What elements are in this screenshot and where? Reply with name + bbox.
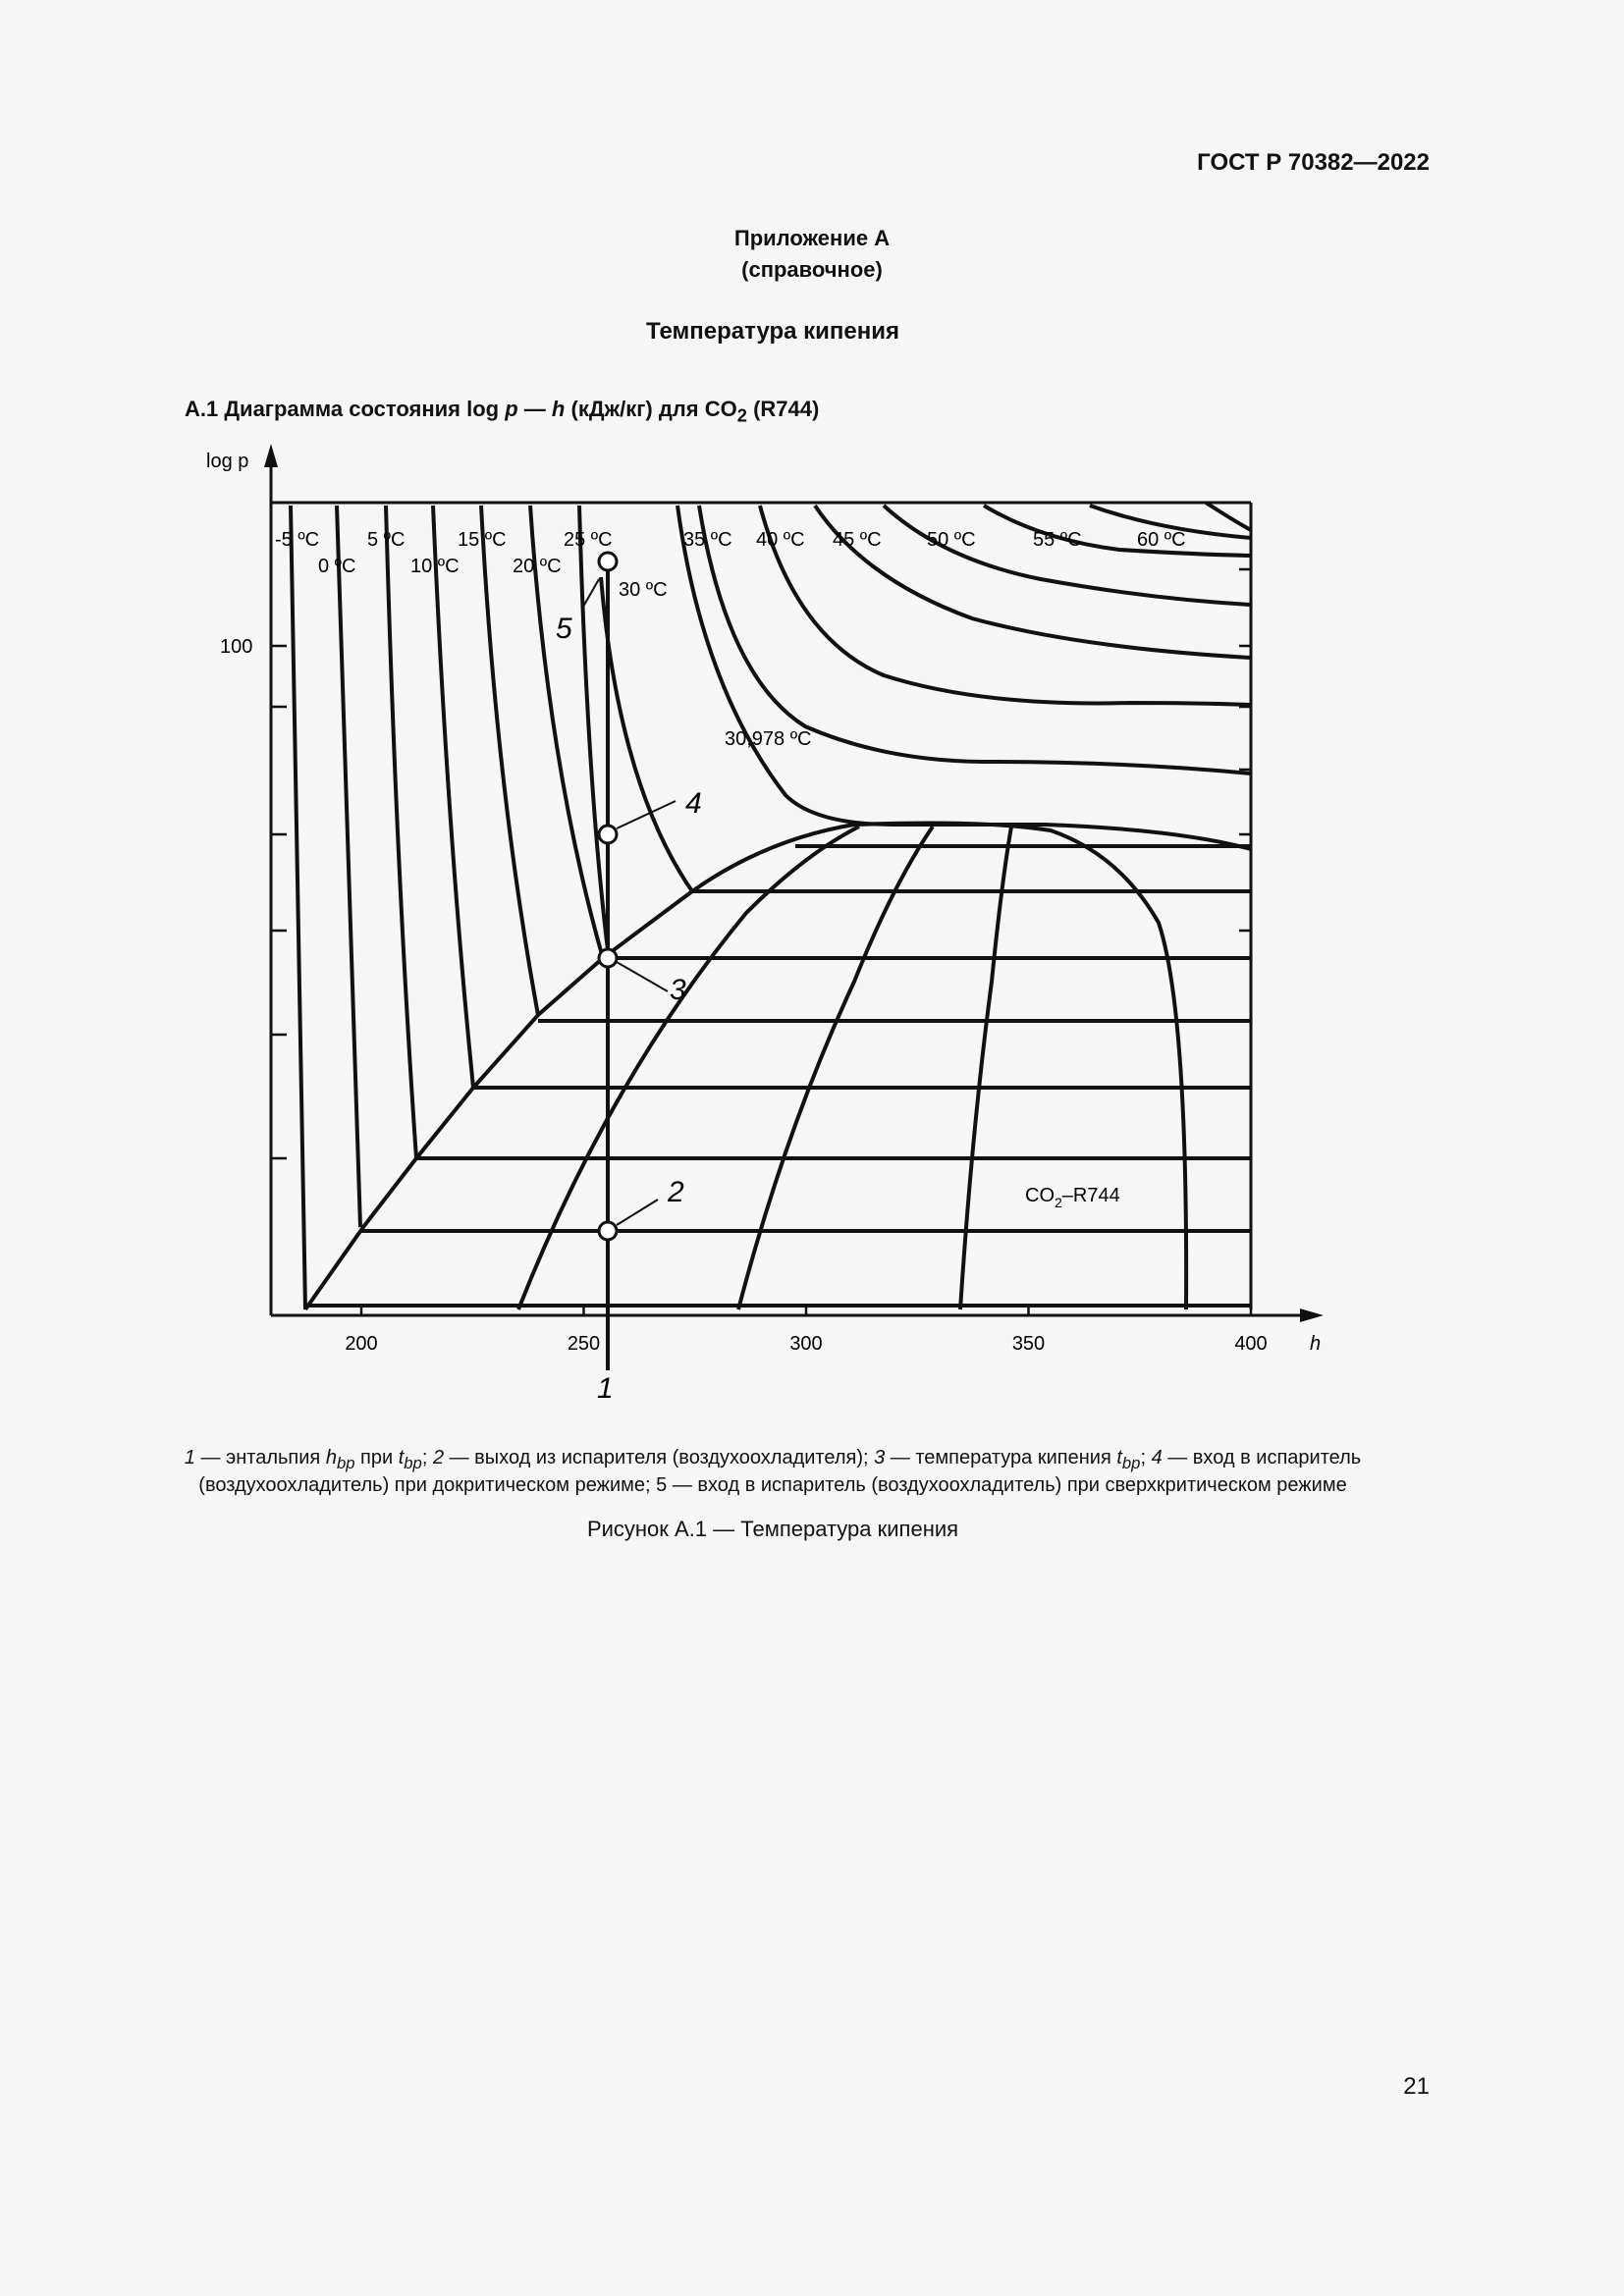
x-tick-label: 250 bbox=[567, 1333, 601, 1355]
leader-3 bbox=[617, 962, 668, 991]
substance-label bbox=[1025, 1185, 1120, 1210]
figure-heading-h: h bbox=[551, 397, 566, 421]
isotherm-label: 50 ºC bbox=[927, 529, 976, 551]
isotherm-m5 bbox=[291, 506, 305, 1309]
saturated-liquid-line bbox=[305, 825, 854, 1309]
isotherm-label: 0 ºC bbox=[318, 556, 356, 577]
figure-heading-sub: 2 bbox=[736, 404, 747, 426]
isotherm-label: 10 ºC bbox=[410, 556, 460, 577]
x-tick-label: 200 bbox=[345, 1333, 378, 1355]
isotherm-label: 35 ºC bbox=[683, 529, 732, 551]
point-5 bbox=[599, 553, 617, 570]
quality-line bbox=[518, 827, 859, 1309]
isotherm-label: 40 ºC bbox=[756, 529, 805, 551]
isotherm-30 bbox=[601, 577, 692, 891]
figure-heading-text: Диаграмма состояния log bbox=[224, 397, 500, 421]
point-4 bbox=[599, 826, 617, 843]
substance-sub: 2 bbox=[1055, 1195, 1062, 1210]
isotherm-0 bbox=[337, 506, 360, 1227]
isotherm-top bbox=[1206, 503, 1251, 530]
substance-suffix: –R744 bbox=[1061, 1185, 1120, 1206]
isotherm-10 bbox=[433, 506, 473, 1088]
quality-line bbox=[960, 827, 1011, 1309]
substance-main: CO bbox=[1025, 1185, 1055, 1206]
saturated-vapor-line bbox=[854, 823, 1186, 1309]
point-2 bbox=[599, 1222, 617, 1240]
callout-1: 1 bbox=[597, 1372, 614, 1405]
standard-code: ГОСТ Р 70382—2022 bbox=[1197, 149, 1430, 176]
x-tick-label: 350 bbox=[1011, 1333, 1046, 1355]
page-number: 21 bbox=[1403, 2073, 1430, 2100]
callout-4: 4 bbox=[685, 787, 702, 820]
leader-5 bbox=[583, 579, 599, 607]
figure-heading-p: p bbox=[505, 397, 518, 421]
annex-title: Приложение А bbox=[733, 226, 891, 250]
critical-isotherm-label: 30,978 ºC bbox=[725, 728, 812, 750]
isotherm-label: 20 ºC bbox=[513, 556, 562, 577]
isotherm-15 bbox=[481, 506, 538, 1015]
y-axis-label: log p bbox=[206, 451, 249, 472]
isotherm-label: 15 ºC bbox=[458, 529, 507, 551]
x-tick-label: 400 bbox=[1234, 1333, 1268, 1355]
isotherm-label: -5 ºC bbox=[275, 529, 320, 551]
annex-subtitle: (справочное) bbox=[741, 257, 883, 282]
callout-2: 2 bbox=[668, 1176, 684, 1208]
figure-number: А.1 bbox=[185, 397, 219, 421]
isotherm-label: 45 ºC bbox=[833, 529, 882, 551]
x-axis-label: h bbox=[1310, 1333, 1322, 1355]
x-axis-arrow bbox=[1300, 1308, 1324, 1322]
isotherm-label: 5 ºC bbox=[367, 529, 406, 551]
isotherm-label: 25 ºC bbox=[564, 529, 613, 551]
legend-line-2: (воздухоохладитель) при докритическом режиме; 5 — вход в испаритель (воздухоохладитель) при сверхкритическом режиме bbox=[198, 1474, 1347, 1496]
callout-5: 5 bbox=[556, 613, 572, 645]
callout-3: 3 bbox=[670, 974, 686, 1006]
x-tick-label: 300 bbox=[789, 1333, 823, 1355]
isotherm-label: 55 ºC bbox=[1033, 529, 1082, 551]
figure-heading-suffix: (R744) bbox=[753, 397, 820, 421]
isotherm-label: 60 ºC bbox=[1137, 529, 1186, 551]
point-3 bbox=[599, 949, 617, 967]
figure-caption: Рисунок А.1 — Температура кипения bbox=[586, 1517, 959, 1541]
y-tick-label-100: 100 bbox=[220, 636, 253, 658]
isotherm-5 bbox=[386, 506, 416, 1158]
leader-2 bbox=[617, 1200, 658, 1225]
y-axis-arrow bbox=[264, 444, 278, 467]
figure-heading-dash: — bbox=[523, 397, 546, 421]
legend-line-1: 1 — энтальпия $h_{bp}$ при $t_{bp}$; 2 — выход из испарителя (воздухоохладителя); 3 — температура кипения $t_{bp}$; 4 — вход в испаритель bbox=[184, 1447, 1362, 1472]
figure-heading-units: (кДж/кг) для CO bbox=[570, 397, 737, 421]
section-title: Температура кипения bbox=[645, 318, 900, 345]
quality-line bbox=[738, 827, 933, 1309]
isotherm-label: 30 ºC bbox=[619, 579, 668, 601]
